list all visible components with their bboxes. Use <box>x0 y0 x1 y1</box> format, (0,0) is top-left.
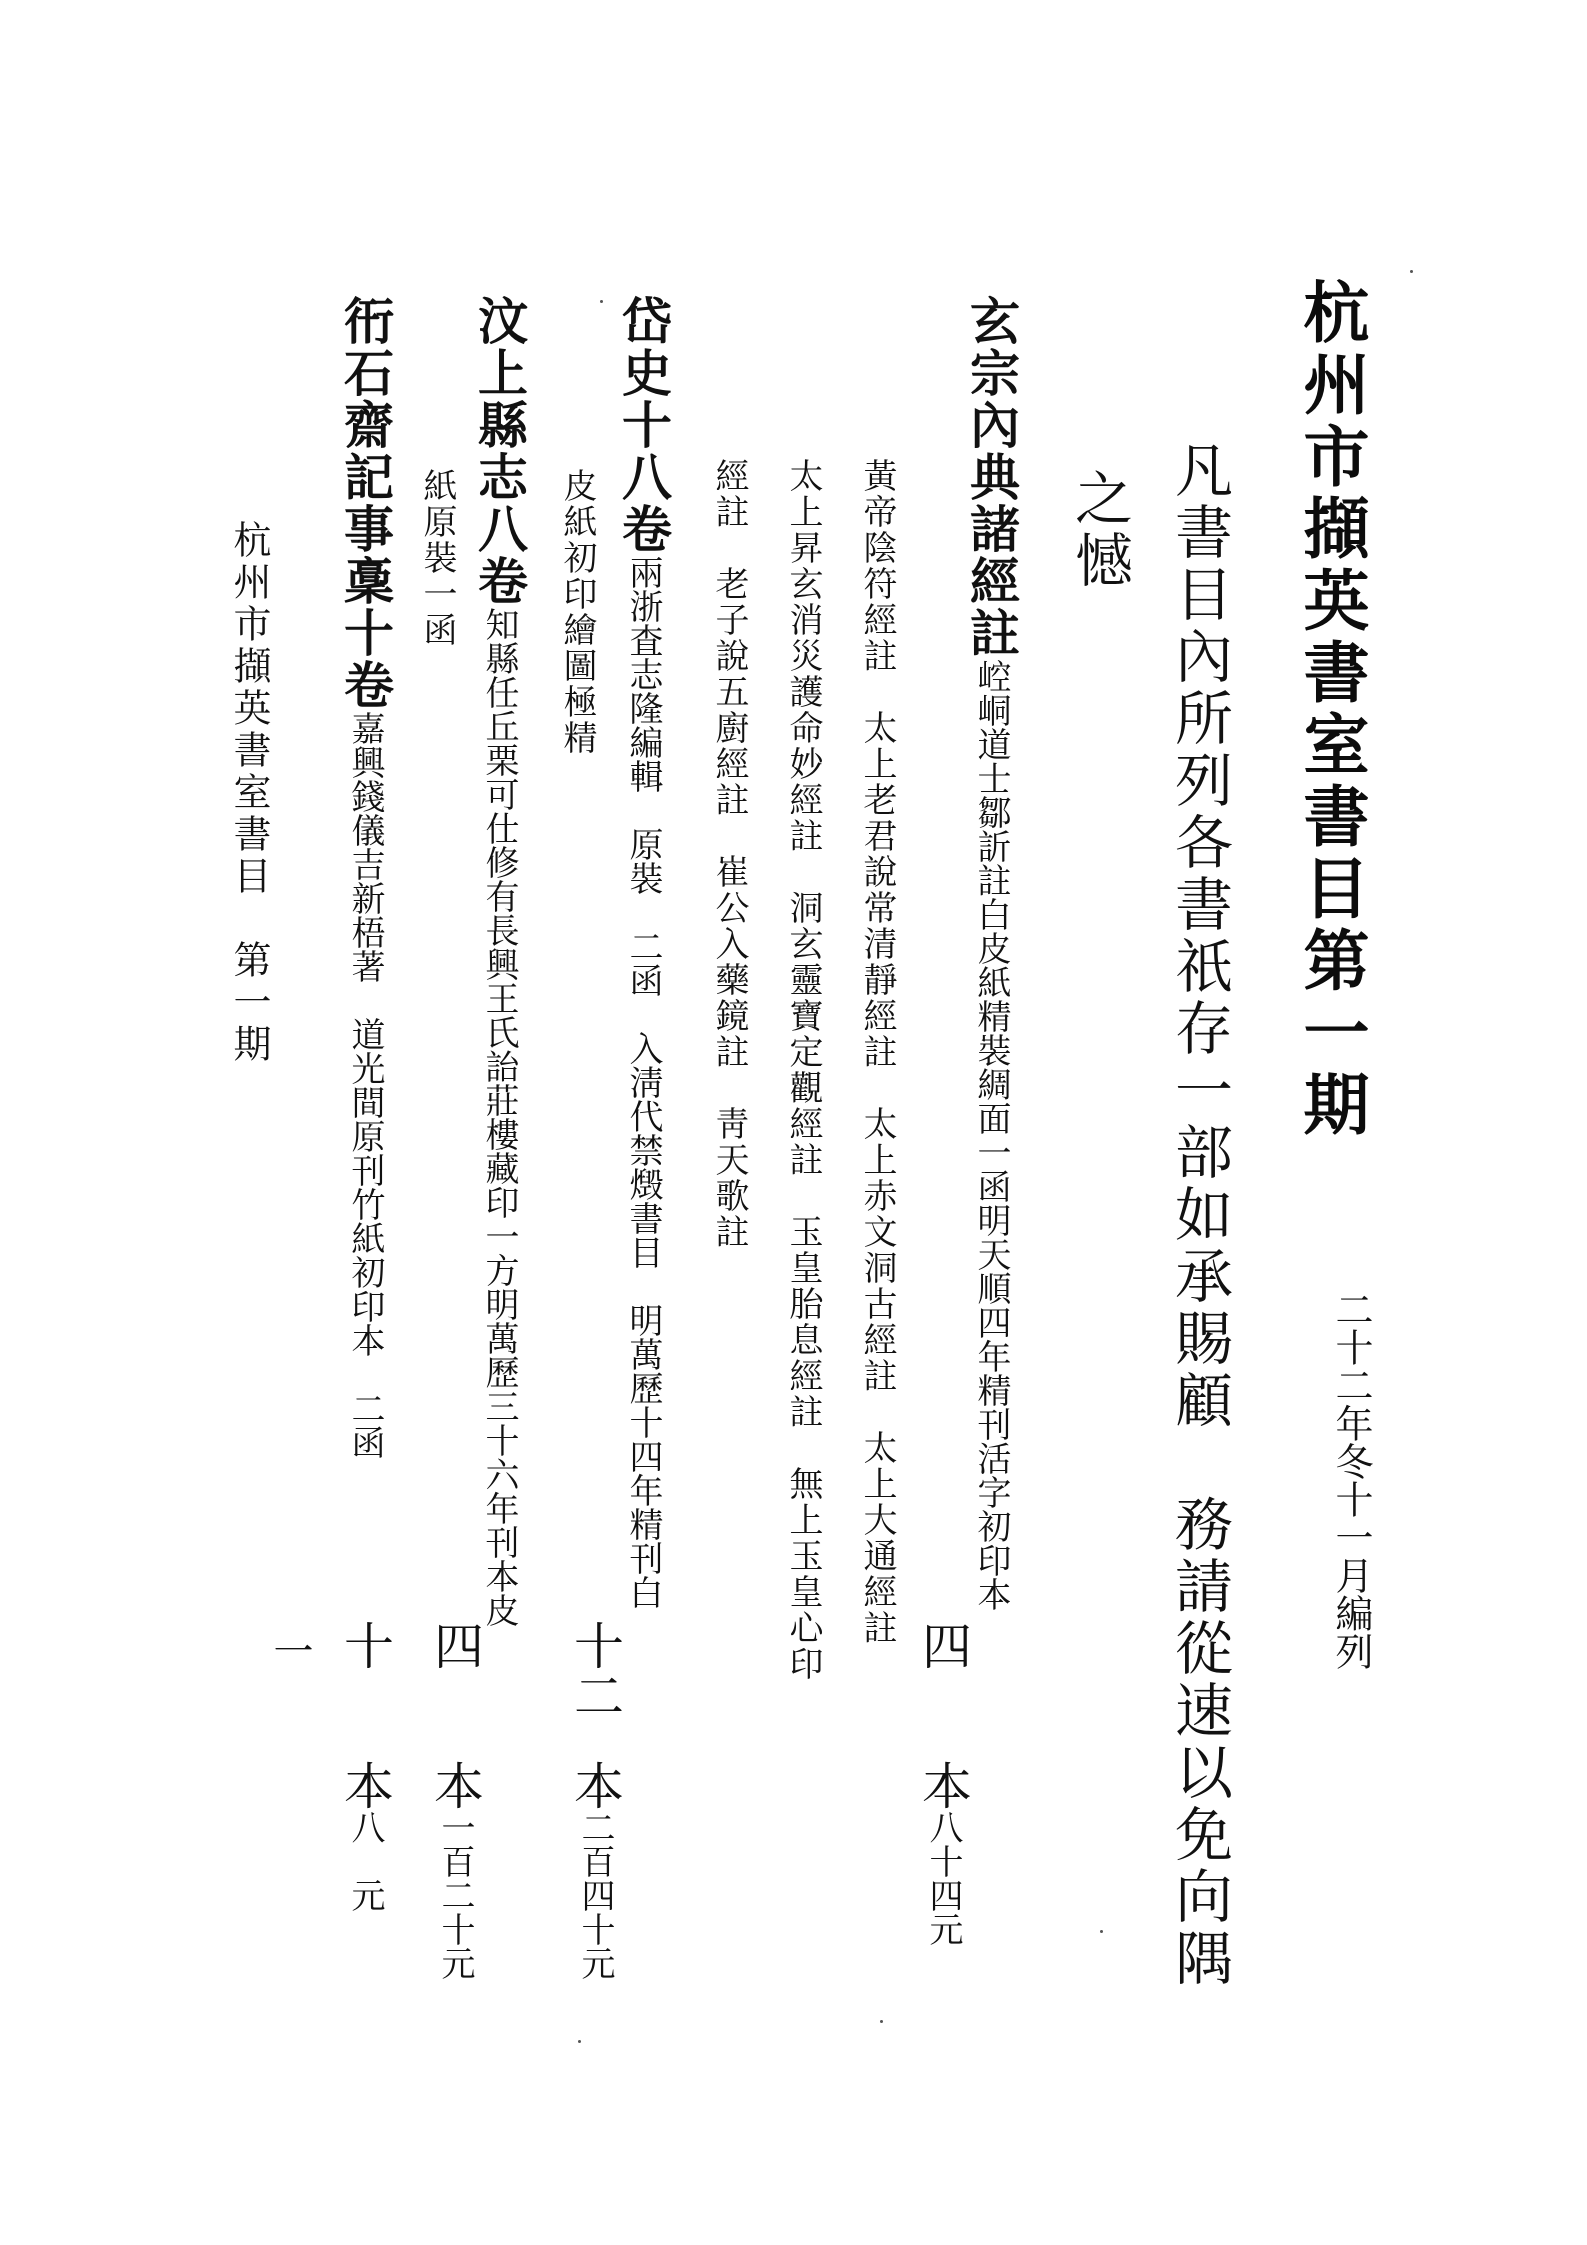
catalog-entry <box>470 295 529 1627</box>
entry-detail: 崆峒道士鄒訢註白皮紙精裝綢面一函明天順四年精刊活字初印本 <box>971 659 1011 1611</box>
catalog-entry <box>962 295 1021 1611</box>
catalog-entry <box>614 295 673 1609</box>
entry-detail: 兩浙査志隆編輯 原裝 二函 入淸代禁燬書目 明萬歷十四年精刊白 <box>623 555 663 1609</box>
entry-price <box>336 1760 394 1912</box>
entry-price-value: 八 元 <box>345 1810 385 1912</box>
entry-unit: 本 <box>566 1760 624 1810</box>
entry-title: 玄宗內典諸經註 <box>962 295 1021 659</box>
entry-price-value: 八十四元 <box>923 1810 963 1946</box>
entry-detail: 嘉興錢儀吉新梧著 道光間原刊竹紙初印本 二函 <box>345 711 385 1459</box>
page-number: 一 <box>267 1630 313 1670</box>
print-speck <box>600 300 603 303</box>
entry-title: 汶上縣志八卷 <box>470 295 529 607</box>
print-speck <box>578 2040 581 2043</box>
entry-unit: 本 <box>426 1760 484 1810</box>
print-speck <box>880 2020 883 2023</box>
notice-line-2: 之憾 <box>1065 468 1133 592</box>
entry-sub-line: 太上昇玄消災護命妙經註 洞玄靈寶定觀經註 玉皇胎息經註 無上玉皇心印 <box>783 458 823 1682</box>
running-footer: 杭州市擷英書室書目 第一期 <box>227 520 271 1066</box>
entry-price <box>426 1760 484 1980</box>
print-speck <box>1100 1930 1103 1933</box>
entry-sub-line: 皮紙初印繪圖極精 <box>557 468 597 756</box>
entry-sub-line: 紙原裝一函 <box>417 468 457 648</box>
entry-quantity: 十二 <box>566 1620 624 1720</box>
entry-sub-line: 黃帝陰符經註 太上老君說常清靜經註 太上赤文洞古經註 太上大通經註 <box>857 458 897 1646</box>
entry-sub-line: 經註 老子說五廚經註 崔公入藥鏡註 靑天歌註 <box>709 458 749 1250</box>
entry-quantity: 四 <box>914 1620 972 1670</box>
notice-line-1: 凡書目內所列各書祇存一部如承賜顧 務請從速以免向隅 <box>1165 440 1233 1990</box>
compile-date: 二十二年冬十一月編列 <box>1329 1290 1373 1670</box>
entry-price-value: 二百四十元 <box>575 1810 615 1980</box>
entry-price-value: 一百二十元 <box>435 1810 475 1980</box>
entry-price <box>566 1760 624 1980</box>
page-title: 杭州市擷英書室書目第一期 <box>1292 278 1370 1142</box>
entry-price <box>914 1760 972 1946</box>
entry-title: 衎石齋記事稾十卷 <box>336 295 395 711</box>
entry-quantity: 四 <box>426 1620 484 1670</box>
entry-quantity: 十 <box>336 1620 394 1670</box>
entry-unit: 本 <box>336 1760 394 1810</box>
entry-detail: 知縣任丘栗可仕修有長興王氏詒莊樓藏印一方明萬歷三十六年刊本皮 <box>479 607 519 1627</box>
entry-unit: 本 <box>914 1760 972 1810</box>
entry-title: 岱史十八卷 <box>614 295 673 555</box>
catalog-entry <box>336 295 395 1459</box>
print-speck <box>1410 270 1413 273</box>
